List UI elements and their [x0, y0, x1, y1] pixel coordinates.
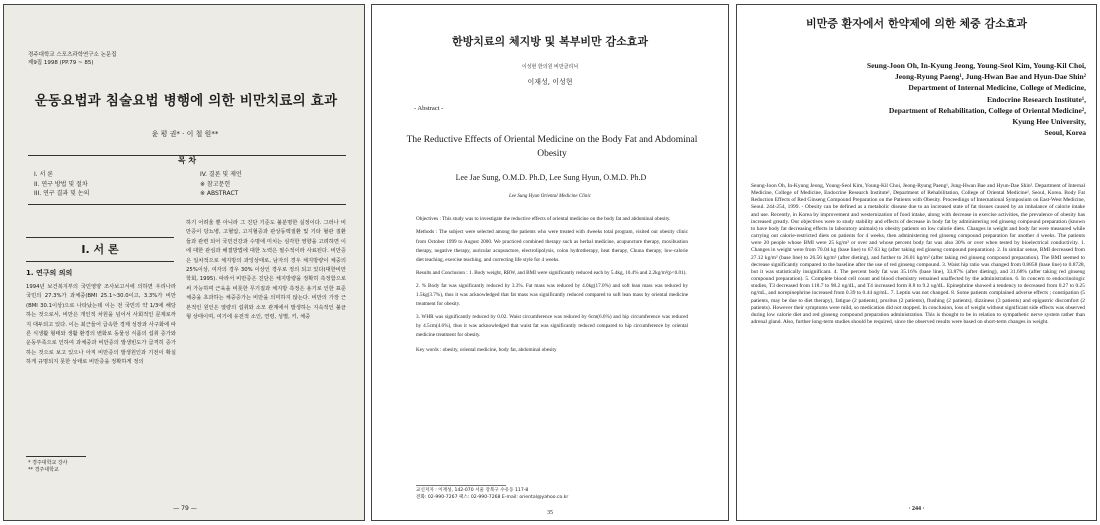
- body-text-left: 1994년 보건복지부의 국민영양 조사보고서에 의하면 우리나라 국민의 27.3%가 과체중(BMI 25.1~30.0이고, 3.3%가 비만(BMI 30.1이상)으로 나타났는데 이는 전 국민의 약 1/3에 해당하는 것으로서, 비만은 개인적 차원을 넘어서 사회적인 문제로까지 대두되고 있다. 이는 최근들어 급속한 경제 성장과 사구화에 따른 식생활 형태와 생활 환경의 변화로 동물성 식품의 섭취 증가와 운동부족으로 인하여 과체중과 비만증의 발생빈도가 급격히 증가하는 것으로 보고 있으나 아직 비만증의 발생원인과 기전이 확실하게 규명되지 못한 상태로 비만증을 정확하게 정의: [26, 284, 176, 366]
- footnote: ** 경주대학교: [28, 467, 59, 473]
- toc-item: ※ 참고문헌: [200, 180, 231, 188]
- table-of-contents: [28, 155, 346, 205]
- toc-item: I. 서 론: [34, 171, 54, 178]
- toc-heading: 목 차: [177, 156, 197, 165]
- abstract-body: [416, 215, 688, 355]
- abstract-body: Seung-Joon Oh, In-Kyung Jeong, Young-Seol Kim, Young-Kil Choi, Jeong-Ryung Paeng¹, Jung-Hwan Bae and Hyun-Dae Shin². Department of Internal Medicine, College of Medicine, Endocrine Research Institute¹, Department of Rehabilitation, College of Oriental Medicine², Seoul, Korea. Body Fat Reduction Effects of Red Ginseng Compound Preparation on the Patients with Obesity. Proceedings of International Symposium on East-West Medicine, Seoul. 244-254, 1999. - Obesity can be defined as a metabolic disease due to an increased state of fat tissues caused by an imbalance of calorie intake and use. Recently, in Korea by improvement and westernization of food intake, along with decrease in exercise activities, the prevalence of obesity has increased greatly. Our objectives were to study stability and effects of decrease in body fat by administering red ginseng compound preparation (known to have body fat decreasing effects in laboratory animals) to obesity patients on low calorie diets. Changes in weight and body fat were measured while carrying out calorie-restricted diets on patients for 4 weeks, then administering red ginseng compound preparation for another 4 weeks. The patients were 20 people whose BMI were 25 kg/m² or over and whose percent body fat was also 30% or over when tested by bioelectrical conductivity. 1. Changes in weight were from 70.04 kg (base line) to 67.63 kg (after taking red ginseng compound preparation). 2. In similar sense, BMI decreased from 27.12 kg/m² (base line) to 26.56 kg/m² (after dieting), and further to 26.01 kg/m² (after taking red ginseng compound preparation). The BMI seemed to decrease significantly compared to the baseline after the use of red ginseng compound. 3. Waist hip ratio was changed from 0.8858 (base line) to 0.8728, but it was statistically insignificant. 4. The percent body fat was 35.16% (base line), 33.87% (after dieting), and 31.68% (after taking red ginseng compound preparation). 5. Complete blood cell count and blood chemistry remained unaffected by the administration. 6. In concern to endocrinologic studies, T3 decreased from 118.7 to 98.2 ng/dL, and T4 increased form 8.8 to 9.2 ug/dL. Epinephrine showed a tendency to decreased from 0.27 to 0.25 ng/mL, and norepinephrine increased from 0.39 to 0.44 ng/mL. 7. Leptin was not changed. 8. Some patients complained adverse effects ; constipation (5 patients, may be due to diet therapy), fatigue (2 patients), pruritus (2 patients), flushing (2 patients), dizziness (3 patients) and epigastric discomfort (2 patients). However their symptoms were mild, so medication did not stopped. In conclusion, loss of weight without significant side effects was observed during low calorie diet and red ginseng compound preparation administration. This is thought to be in relation to sympathetic nerve system rather than adrenal gland. Also, further long-term studies should be required, since the observed results were based on short-term changes in weight.: [751, 183, 1085, 325]
- toc-left-column: [34, 170, 89, 199]
- toc-item: ※ ABSTRACT: [200, 190, 239, 197]
- clinic-name: 이성현 한의원 비만클리닉: [521, 64, 579, 70]
- abstract-result-3: 3. WHR was significantly reduced by 0.02. Waist circumference was reduced by 6cm(6.6%) and hip circumference was reduced by 4.5cm(4.6%), thus it was acknowledged that waist fat was significantly reduced compared to hip circumference by oriental medicine treatment for obesity.: [416, 313, 688, 339]
- author-block: [867, 60, 1086, 138]
- body-text-right: 하기 어려울 뿐 아니라 그 진단 기준도 불분명한 실정이다. 그러나 비만증이 당뇨병, 고혈압, 고지혈증과 관상동맥질환 및 기타 혈관 질환들과 관련 되어 국민건강과 수명에 미치는 심각한 영향을 고려하면 이에 대한 관심과 해결방법에 대한 노력은 필수적이라 사료된다. 비만증은 일차적으로 체지방의 과잉상태로, 남자의 경우 체지방량이 체중의 25%이상, 여자의 경우 30% 이상인 경우로 정의 되고 있다(대한비만학회, 1995). 따라서 비만증은 진단은 체지방량을 정확히 측정함으로써 가능하며 근육을 비롯한 무기질과 체지방 측정은 용기로 인한 표준체중을 초과하는 체중증가는 비만을 의미하지 않는다. 비만의 가장 근본적인 원인은 열량의 섭취와 소모 관계에서 발생하는 지속적인 불균형 상태이며, 여기에 유전적 소인, 연령, 성별, 키, 체중: [186, 220, 346, 321]
- page-number: · 244 ·: [908, 506, 925, 512]
- subsection-heading: 1. 연구의 의의: [26, 269, 73, 277]
- page-number: — 79 —: [173, 505, 197, 512]
- paper-title: 운동요법과 침술요법 병행에 의한 비만치료의 효과: [34, 93, 338, 109]
- keywords: Key words : obesity, oriental medicine, body fat, abdominal obesity: [416, 346, 557, 353]
- toc-right-column: [200, 170, 242, 199]
- document-page-1: [3, 4, 365, 521]
- abstract-methods: Methods : The subject were selected among the patients who were treated with 4weeks total program, visited our obesity clinic from October 1999 to August 2000. We practiced combined therapy such as herbal medicine, acupuncture therapy, moxibustion therapy, negative therapy, auricular acupuncture, electrolipolysis, colon hydrotherapy, heat therapy, Chuna therapy, low-calorie diet teaching, exercise teaching, and correcting life style for 4 weeks.: [416, 229, 688, 264]
- toc-item: II. 연구 방법 및 절차: [34, 180, 88, 188]
- contact-address: 교신저자 : 이재성, 142-070 서울 강북구 수유동 117-8: [416, 488, 529, 493]
- paper-title: 비만증 환자에서 한약제에 의한 체중 감소효과: [805, 17, 1028, 30]
- affiliation: Endocrine Research Institute¹,: [987, 94, 1086, 104]
- contact-phone: 전화: 02-990-7267 팩스: 02-990-7268 E-mail: oriental@yahoo.co.kr: [416, 494, 569, 500]
- abstract-results: Results and Conclusion : 1. Body weight, RBW, and BMI were significantly reduced each by 5.4kg, 10.4% and 2.2kg/m²(p<0.01).: [416, 270, 687, 277]
- authors-line: Jeong-Ryung Paeng¹, Jung-Hwan Bae and Hyun-Dae Shin²: [894, 72, 1086, 82]
- footnote: * 경주대학교 강사: [28, 460, 68, 466]
- authors-line: Seung-Joon Oh, In-Kyung Jeong, Young-Seol Kim, Young-Kil Choi,: [866, 61, 1086, 70]
- authors-korean: 이재성, 이성현: [527, 78, 573, 86]
- english-authors: Lee Jae Sung, O.M.D. Ph.D, Lee Sung Hyun, O.M.D. Ph.D: [455, 173, 647, 182]
- abstract-result-2: 2. % Body fat was significantly reduced by 3.3%. Fat mass was reduced by 4.0kg(17.0%) and soft lean mass was reduced by 1.5kg(3.7%), thus it was acknowledged that fat mass was significantly reduced compared to soft lean mass by oriental medicine treatment for obesity.: [416, 282, 688, 308]
- footnote-rule: [416, 485, 506, 486]
- toc-item: III. 연구 결과 및 논의: [34, 190, 90, 197]
- contact-info: [416, 488, 696, 501]
- page-number: 35: [547, 510, 553, 516]
- paper-authors: 윤 평 권* · 이 철 원**: [151, 130, 219, 138]
- footnote-rule: [26, 456, 86, 457]
- footnotes: [28, 460, 68, 474]
- abstract-objectives: Objectives : This study was to investigate the reductive effects of oriental medicine on the body fat and abdominal obesity.: [416, 216, 671, 222]
- affiliation: Department of Rehabilitation, College of Oriental Medicine²,: [888, 105, 1086, 115]
- section-rule: [26, 237, 174, 238]
- abstract-label: - Abstract -: [414, 105, 444, 112]
- document-page-2: [371, 4, 729, 521]
- journal-info: [28, 51, 117, 67]
- affiliation: Kyung Hee University,: [1012, 117, 1086, 127]
- journal-volume: 제9집 1998 (PP.79 ~ 85): [28, 60, 94, 66]
- section-heading: I. 서 론: [81, 243, 119, 256]
- paper-title: 한방치료의 체지방 및 복부비만 감소효과: [452, 35, 648, 48]
- document-page-3: [736, 4, 1097, 521]
- english-title: The Reductive Effects of Oriental Medicine on the Body Fat and Abdominal Obesity: [406, 135, 698, 159]
- affiliation: Department of Internal Medicine, College of Medicine,: [908, 83, 1086, 93]
- journal-name: 경주대학교 스포츠과학연구소 논문집: [28, 52, 117, 58]
- english-affiliation: Lee Sung Hyun Oriental Medicine Clinic: [508, 194, 592, 199]
- affiliation: Seoul, Korea: [1044, 128, 1086, 138]
- section-rule: [26, 261, 174, 262]
- toc-item: IV. 결론 및 제언: [200, 171, 242, 178]
